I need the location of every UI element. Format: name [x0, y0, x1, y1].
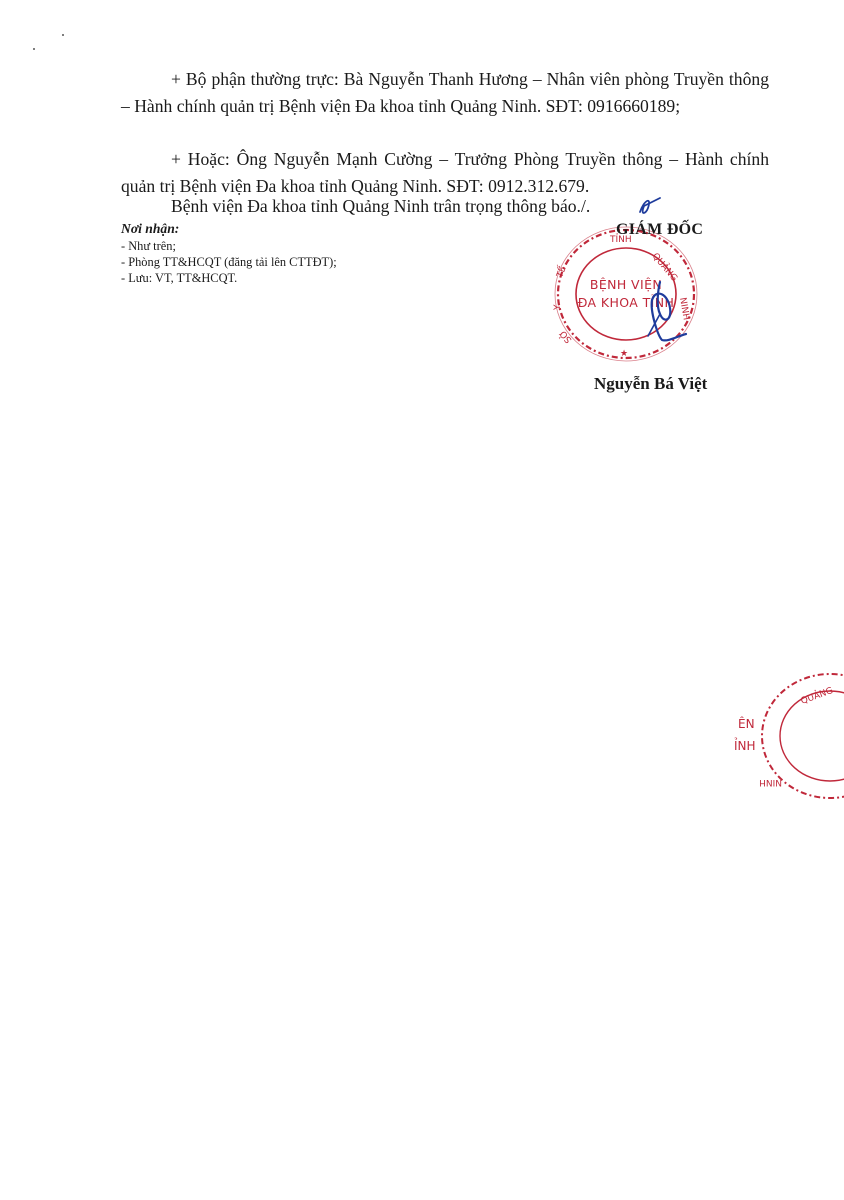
recipient-item: - Như trên;: [121, 239, 176, 253]
recipients-block: [121, 221, 371, 286]
svg-text:TẾ: TẾ: [555, 265, 569, 280]
svg-text:TỈNH: TỈNH: [610, 235, 632, 245]
scan-speck: [62, 34, 64, 36]
signature-mark: [600, 190, 740, 360]
svg-text:QUẢNG: QUẢNG: [649, 251, 679, 284]
partial-seal-stamp: [722, 668, 844, 808]
recipient-item: - Phòng TT&HCQT (đăng tải lên CTTĐT);: [121, 255, 337, 269]
signer-title: GIÁM ĐỐC: [616, 221, 704, 238]
closing-paragraph-text: Bệnh viện Đa khoa tỉnh Quảng Ninh trân trọng thông báo./.: [171, 196, 591, 216]
contact-paragraph-2-text: + Hoặc: Ông Nguyễn Mạnh Cường – Trưởng Phòng Truyền thông – Hành chính quản trị Bệnh viện Đa khoa tỉnh Quảng Ninh. SĐT: 0912.312.679.: [121, 149, 769, 196]
closing-paragraph: [171, 193, 671, 220]
seal-line-1: BỆNH VIỆN: [589, 277, 663, 292]
svg-text:★: ★: [620, 349, 629, 359]
svg-text:ỈNH: ỈNH: [734, 739, 756, 753]
contact-paragraph-1: [121, 66, 769, 120]
contact-paragraph-1-text: + Bộ phận thường trực: Bà Nguyễn Thanh Hương – Nhân viên phòng Truyền thông – Hành chính quản trị Bệnh viện Đa khoa tỉnh Quảng Ninh. SĐT: 0916660189;: [121, 69, 769, 116]
svg-text:Y: Y: [553, 304, 563, 310]
svg-text:NINH: NINH: [677, 296, 691, 322]
svg-text:QUẢNG: QUẢNG: [799, 685, 835, 707]
recipient-item: - Lưu: VT, TT&HCQT.: [121, 271, 238, 285]
svg-text:SỞ: SỞ: [557, 327, 575, 345]
svg-text:ÊN: ÊN: [738, 717, 755, 731]
signer-name: Nguyễn Bá Việt: [594, 374, 708, 393]
svg-text:NINH: NINH: [759, 777, 782, 787]
recipients-heading: Nơi nhận:: [121, 221, 180, 236]
seal-line-2: ĐA KHOA TỈNH: [577, 295, 675, 310]
scan-speck: [33, 48, 35, 50]
